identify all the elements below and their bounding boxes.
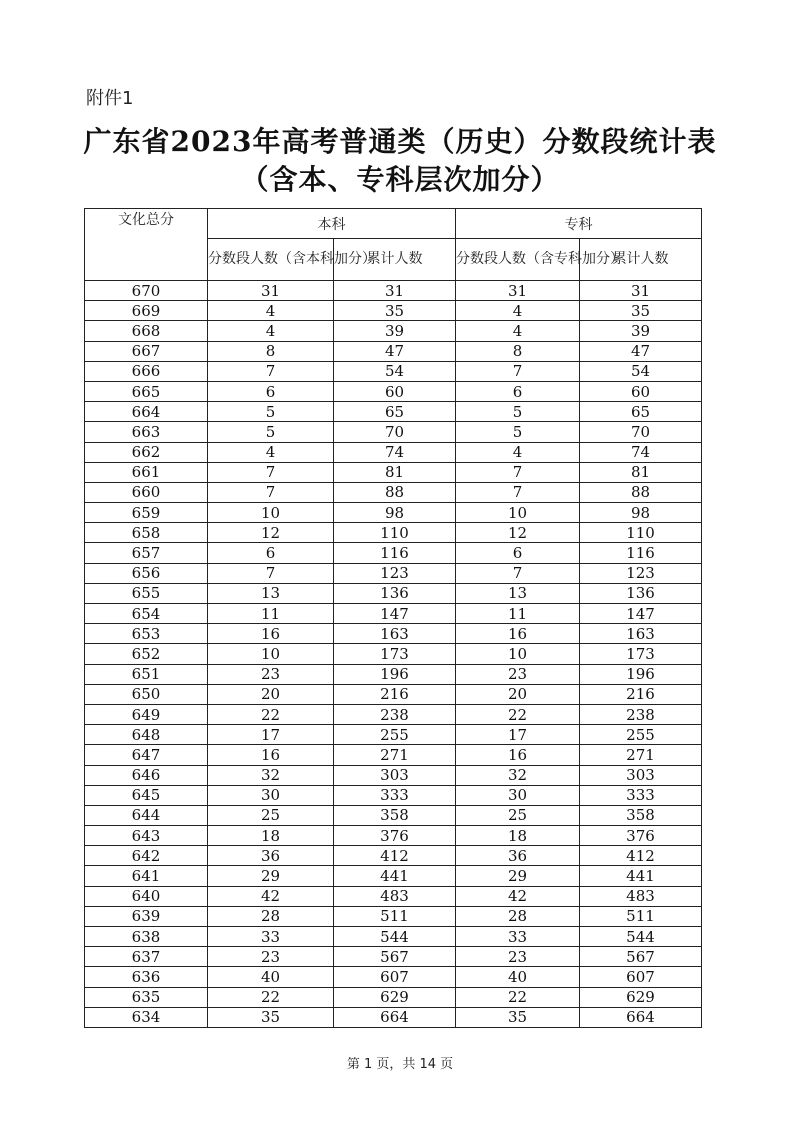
undergrad-count-cell: 17 (208, 725, 334, 745)
score-cell: 650 (85, 684, 208, 704)
undergrad-count-header: 分数段人数（含本科加分） (208, 239, 334, 281)
junior-count-cell: 36 (456, 846, 580, 866)
score-cell: 658 (85, 523, 208, 543)
attachment-label: 附件1 (86, 88, 134, 109)
junior-count-cell: 10 (456, 503, 580, 523)
undergrad-cumulative-cell: 65 (334, 402, 456, 422)
undergrad-cumulative-cell: 31 (334, 281, 456, 301)
undergrad-count-cell: 5 (208, 402, 334, 422)
table-row (85, 644, 702, 664)
junior-cumulative-cell: 511 (580, 906, 702, 926)
score-cell: 638 (85, 927, 208, 947)
table-row (85, 765, 702, 785)
table-body (85, 281, 702, 1028)
undergrad-cumulative-cell: 412 (334, 846, 456, 866)
score-cell: 651 (85, 664, 208, 684)
junior-cumulative-cell: 544 (580, 927, 702, 947)
junior-cumulative-cell: 123 (580, 563, 702, 583)
junior-cumulative-cell: 39 (580, 321, 702, 341)
junior-count-cell: 4 (456, 321, 580, 341)
score-cell: 662 (85, 442, 208, 462)
undergrad-count-cell: 7 (208, 361, 334, 381)
undergrad-cumulative-cell: 110 (334, 523, 456, 543)
junior-count-cell: 32 (456, 765, 580, 785)
table-row (85, 927, 702, 947)
junior-count-cell: 29 (456, 866, 580, 886)
junior-count-cell: 7 (456, 361, 580, 381)
undergrad-count-cell: 4 (208, 301, 334, 321)
undergrad-count-cell: 6 (208, 381, 334, 401)
junior-count-cell: 35 (456, 1007, 580, 1027)
junior-cumulative-cell: 74 (580, 442, 702, 462)
junior-count-cell: 7 (456, 462, 580, 482)
table-row (85, 785, 702, 805)
junior-cumulative-cell: 147 (580, 604, 702, 624)
junior-cumulative-cell: 271 (580, 745, 702, 765)
score-cell: 656 (85, 563, 208, 583)
score-cell: 648 (85, 725, 208, 745)
score-cell: 654 (85, 604, 208, 624)
table-row (85, 341, 702, 361)
undergrad-cumulative-cell: 98 (334, 503, 456, 523)
score-cell: 655 (85, 583, 208, 603)
undergrad-count-cell: 10 (208, 644, 334, 664)
junior-count-cell: 11 (456, 604, 580, 624)
junior-count-cell: 8 (456, 341, 580, 361)
undergrad-group-header: 本科 (208, 209, 456, 239)
undergrad-count-cell: 40 (208, 967, 334, 987)
undergrad-cumulative-cell: 81 (334, 462, 456, 482)
score-cell: 637 (85, 947, 208, 967)
junior-cumulative-cell: 60 (580, 381, 702, 401)
junior-count-cell: 31 (456, 281, 580, 301)
junior-cumulative-cell: 31 (580, 281, 702, 301)
score-cell: 657 (85, 543, 208, 563)
junior-cumulative-cell: 136 (580, 583, 702, 603)
undergrad-count-cell: 30 (208, 785, 334, 805)
junior-group-header: 专科 (456, 209, 702, 239)
junior-cumulative-cell: 216 (580, 684, 702, 704)
undergrad-count-cell: 22 (208, 704, 334, 724)
undergrad-cumulative-cell: 238 (334, 704, 456, 724)
undergrad-count-cell: 29 (208, 866, 334, 886)
table-row (85, 503, 702, 523)
table-row (85, 987, 702, 1007)
junior-cumulative-cell: 303 (580, 765, 702, 785)
undergrad-cumulative-cell: 88 (334, 482, 456, 502)
undergrad-cumulative-cell: 358 (334, 805, 456, 825)
table-row (85, 704, 702, 724)
junior-count-cell: 22 (456, 987, 580, 1007)
score-cell: 666 (85, 361, 208, 381)
score-cell: 665 (85, 381, 208, 401)
score-cell: 669 (85, 301, 208, 321)
score-cell: 645 (85, 785, 208, 805)
undergrad-count-cell: 12 (208, 523, 334, 543)
junior-count-cell: 6 (456, 381, 580, 401)
undergrad-cumulative-cell: 333 (334, 785, 456, 805)
junior-cumulative-cell: 255 (580, 725, 702, 745)
undergrad-cumulative-cell: 607 (334, 967, 456, 987)
undergrad-cumulative-cell: 136 (334, 583, 456, 603)
junior-count-cell: 23 (456, 664, 580, 684)
undergrad-cumulative-cell: 196 (334, 664, 456, 684)
junior-cumulative-cell: 70 (580, 422, 702, 442)
undergrad-cumulative-cell: 271 (334, 745, 456, 765)
junior-count-cell: 12 (456, 523, 580, 543)
undergrad-count-cell: 7 (208, 563, 334, 583)
table-row (85, 381, 702, 401)
score-distribution-table (84, 208, 702, 1028)
score-cell: 661 (85, 462, 208, 482)
junior-cumulative-cell: 629 (580, 987, 702, 1007)
undergrad-cumulative-cell: 441 (334, 866, 456, 886)
score-cell: 635 (85, 987, 208, 1007)
junior-cumulative-cell: 81 (580, 462, 702, 482)
table-row (85, 947, 702, 967)
undergrad-cumulative-cell: 163 (334, 624, 456, 644)
undergrad-cumulative-header: 累计人数 (334, 239, 456, 281)
junior-cumulative-cell: 412 (580, 846, 702, 866)
table-row (85, 826, 702, 846)
junior-cumulative-header: 累计人数 (580, 239, 702, 281)
junior-count-cell: 16 (456, 624, 580, 644)
score-cell: 660 (85, 482, 208, 502)
undergrad-count-cell: 10 (208, 503, 334, 523)
table-row (85, 906, 702, 926)
score-cell: 643 (85, 826, 208, 846)
undergrad-count-cell: 28 (208, 906, 334, 926)
undergrad-count-cell: 11 (208, 604, 334, 624)
undergrad-count-cell: 8 (208, 341, 334, 361)
undergrad-count-cell: 36 (208, 846, 334, 866)
undergrad-cumulative-cell: 60 (334, 381, 456, 401)
undergrad-count-cell: 22 (208, 987, 334, 1007)
table-row (85, 725, 702, 745)
junior-cumulative-cell: 333 (580, 785, 702, 805)
undergrad-cumulative-cell: 173 (334, 644, 456, 664)
table-row (85, 886, 702, 906)
undergrad-cumulative-cell: 544 (334, 927, 456, 947)
undergrad-cumulative-cell: 303 (334, 765, 456, 785)
undergrad-cumulative-cell: 511 (334, 906, 456, 926)
table-row (85, 402, 702, 422)
junior-count-cell: 42 (456, 886, 580, 906)
undergrad-cumulative-cell: 483 (334, 886, 456, 906)
score-cell: 667 (85, 341, 208, 361)
page-title: 广东省2023年高考普通类（历史）分数段统计表 (83, 125, 717, 158)
undergrad-count-cell: 35 (208, 1007, 334, 1027)
score-cell: 663 (85, 422, 208, 442)
undergrad-count-cell: 20 (208, 684, 334, 704)
undergrad-count-cell: 42 (208, 886, 334, 906)
table-row (85, 361, 702, 381)
undergrad-count-cell: 23 (208, 947, 334, 967)
score-cell: 639 (85, 906, 208, 926)
score-cell: 649 (85, 704, 208, 724)
table-row (85, 422, 702, 442)
junior-cumulative-cell: 98 (580, 503, 702, 523)
junior-count-cell: 17 (456, 725, 580, 745)
undergrad-cumulative-cell: 47 (334, 341, 456, 361)
score-cell: 668 (85, 321, 208, 341)
score-cell: 652 (85, 644, 208, 664)
table-row (85, 664, 702, 684)
junior-count-cell: 28 (456, 906, 580, 926)
score-cell: 641 (85, 866, 208, 886)
undergrad-cumulative-cell: 35 (334, 301, 456, 321)
junior-cumulative-cell: 173 (580, 644, 702, 664)
undergrad-count-cell: 32 (208, 765, 334, 785)
undergrad-cumulative-cell: 39 (334, 321, 456, 341)
junior-cumulative-cell: 196 (580, 664, 702, 684)
junior-cumulative-cell: 376 (580, 826, 702, 846)
junior-count-cell: 16 (456, 745, 580, 765)
undergrad-count-cell: 4 (208, 442, 334, 462)
table-row (85, 745, 702, 765)
table-row (85, 684, 702, 704)
table-row (85, 624, 702, 644)
table-row (85, 1007, 702, 1027)
score-cell: 670 (85, 281, 208, 301)
undergrad-count-cell: 4 (208, 321, 334, 341)
score-column-header: 文化总分 (85, 209, 208, 281)
junior-count-cell: 7 (456, 563, 580, 583)
junior-count-cell: 20 (456, 684, 580, 704)
undergrad-cumulative-cell: 255 (334, 725, 456, 745)
junior-cumulative-cell: 664 (580, 1007, 702, 1027)
undergrad-cumulative-cell: 147 (334, 604, 456, 624)
page-footer: 第 1 页，共 14 页 (346, 1057, 454, 1072)
table-row (85, 563, 702, 583)
undergrad-count-cell: 13 (208, 583, 334, 603)
table-row (85, 604, 702, 624)
undergrad-cumulative-cell: 74 (334, 442, 456, 462)
undergrad-count-cell: 16 (208, 745, 334, 765)
undergrad-count-cell: 18 (208, 826, 334, 846)
junior-count-cell: 33 (456, 927, 580, 947)
junior-count-cell: 5 (456, 422, 580, 442)
undergrad-cumulative-cell: 70 (334, 422, 456, 442)
junior-count-cell: 25 (456, 805, 580, 825)
undergrad-count-cell: 33 (208, 927, 334, 947)
junior-cumulative-cell: 567 (580, 947, 702, 967)
junior-cumulative-cell: 35 (580, 301, 702, 321)
junior-cumulative-cell: 358 (580, 805, 702, 825)
undergrad-count-cell: 5 (208, 422, 334, 442)
junior-cumulative-cell: 607 (580, 967, 702, 987)
score-cell: 636 (85, 967, 208, 987)
undergrad-cumulative-cell: 123 (334, 563, 456, 583)
undergrad-cumulative-cell: 664 (334, 1007, 456, 1027)
junior-cumulative-cell: 47 (580, 341, 702, 361)
score-cell: 659 (85, 503, 208, 523)
undergrad-cumulative-cell: 567 (334, 947, 456, 967)
junior-cumulative-cell: 116 (580, 543, 702, 563)
undergrad-count-cell: 25 (208, 805, 334, 825)
undergrad-count-cell: 16 (208, 624, 334, 644)
table-row (85, 301, 702, 321)
junior-count-cell: 4 (456, 301, 580, 321)
undergrad-count-cell: 6 (208, 543, 334, 563)
junior-count-cell: 6 (456, 543, 580, 563)
score-cell: 647 (85, 745, 208, 765)
score-cell: 634 (85, 1007, 208, 1027)
table-row (85, 462, 702, 482)
page-subtitle: （含本、专科层次加分） (240, 163, 560, 196)
table-row (85, 543, 702, 563)
junior-cumulative-cell: 238 (580, 704, 702, 724)
table-row (85, 583, 702, 603)
table-row (85, 482, 702, 502)
junior-cumulative-cell: 110 (580, 523, 702, 543)
junior-count-cell: 18 (456, 826, 580, 846)
undergrad-cumulative-cell: 216 (334, 684, 456, 704)
score-cell: 642 (85, 846, 208, 866)
undergrad-count-cell: 31 (208, 281, 334, 301)
undergrad-cumulative-cell: 116 (334, 543, 456, 563)
score-cell: 664 (85, 402, 208, 422)
junior-cumulative-cell: 163 (580, 624, 702, 644)
score-cell: 653 (85, 624, 208, 644)
junior-count-cell: 5 (456, 402, 580, 422)
undergrad-cumulative-cell: 376 (334, 826, 456, 846)
junior-count-cell: 40 (456, 967, 580, 987)
table-row (85, 281, 702, 301)
table-row (85, 846, 702, 866)
table-row (85, 805, 702, 825)
undergrad-cumulative-cell: 629 (334, 987, 456, 1007)
junior-cumulative-cell: 441 (580, 866, 702, 886)
undergrad-cumulative-cell: 54 (334, 361, 456, 381)
junior-count-header: 分数段人数（含专科加分） (456, 239, 580, 281)
undergrad-count-cell: 7 (208, 462, 334, 482)
table-row (85, 321, 702, 341)
junior-count-cell: 7 (456, 482, 580, 502)
undergrad-count-cell: 23 (208, 664, 334, 684)
score-cell: 646 (85, 765, 208, 785)
score-cell: 644 (85, 805, 208, 825)
junior-count-cell: 4 (456, 442, 580, 462)
junior-count-cell: 22 (456, 704, 580, 724)
table-row (85, 866, 702, 886)
table-row (85, 967, 702, 987)
junior-cumulative-cell: 54 (580, 361, 702, 381)
score-cell: 640 (85, 886, 208, 906)
junior-cumulative-cell: 65 (580, 402, 702, 422)
junior-cumulative-cell: 483 (580, 886, 702, 906)
undergrad-count-cell: 7 (208, 482, 334, 502)
junior-count-cell: 13 (456, 583, 580, 603)
junior-count-cell: 23 (456, 947, 580, 967)
junior-count-cell: 30 (456, 785, 580, 805)
table-row (85, 442, 702, 462)
junior-count-cell: 10 (456, 644, 580, 664)
table-row (85, 523, 702, 543)
junior-cumulative-cell: 88 (580, 482, 702, 502)
